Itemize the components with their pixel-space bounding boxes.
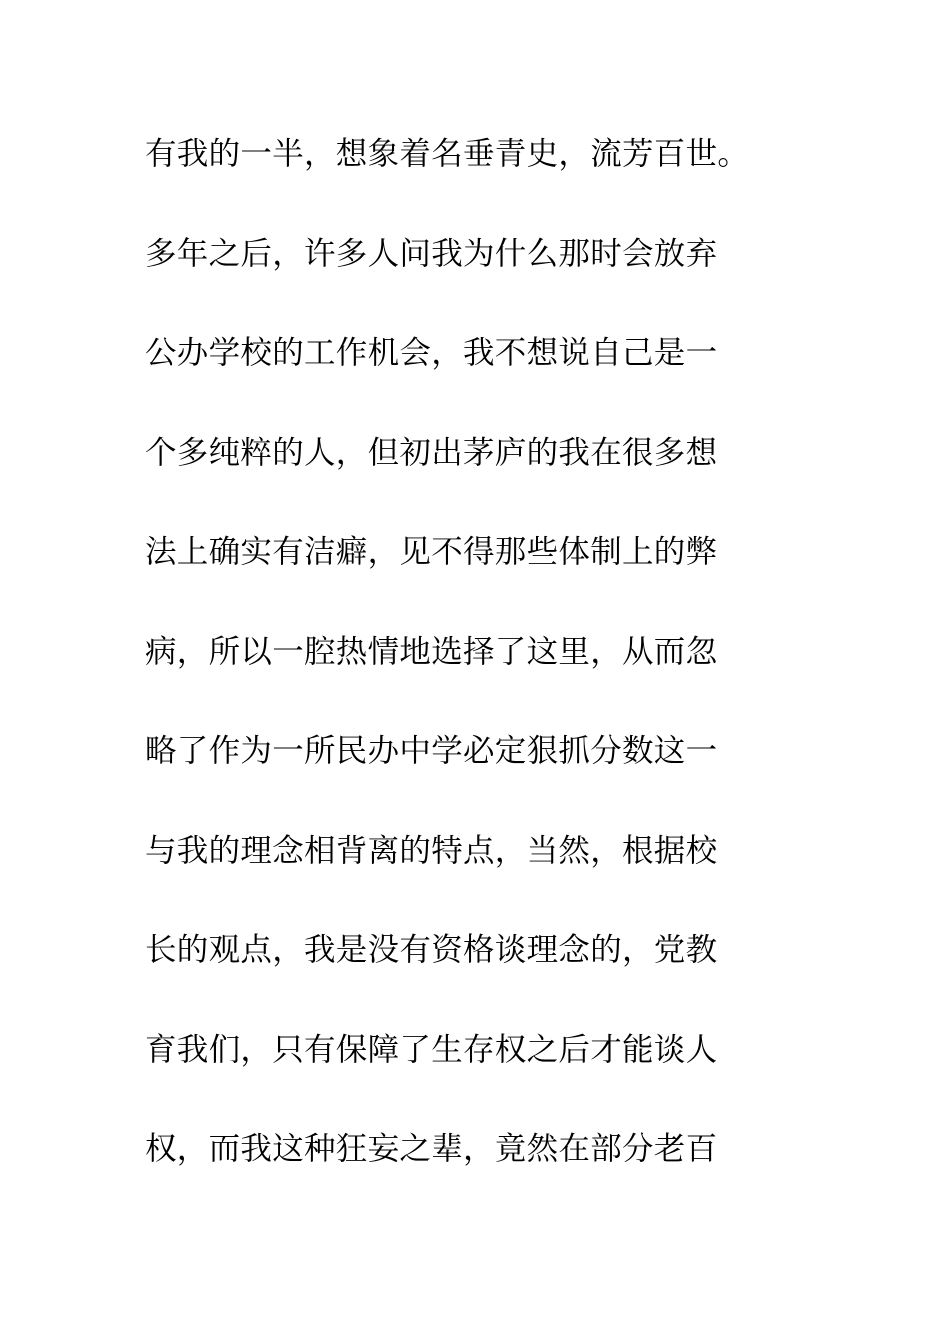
text-line: 与我的理念相背离的特点，当然，根据校 <box>145 832 718 869</box>
text-line: 个多纯粹的人，但初出茅庐的我在很多想 <box>145 434 718 471</box>
text-line: 权，而我这种狂妄之辈，竟然在部分老百 <box>145 1131 718 1167</box>
text-line: 公办学校的工作机会，我不想说自己是一 <box>145 335 718 371</box>
body-text <box>145 128 845 1223</box>
text-line: 法上确实有洁癖，见不得那些体制上的弊 <box>145 534 718 570</box>
text-line: 略了作为一所民办中学必定狠抓分数这一 <box>145 733 718 769</box>
text-line: 有我的一半，想象着名垂青史，流芳百世。 <box>145 136 750 172</box>
text-line: 病，所以一腔热情地选择了这里，从而忽 <box>145 633 718 670</box>
text-line: 多年之后，许多人问我为什么那时会放弃 <box>145 235 718 272</box>
text-line: 长的观点，我是没有资格谈理念的，党教 <box>145 932 718 968</box>
text-line: 育我们，只有保障了生存权之后才能谈人 <box>145 1031 718 1068</box>
